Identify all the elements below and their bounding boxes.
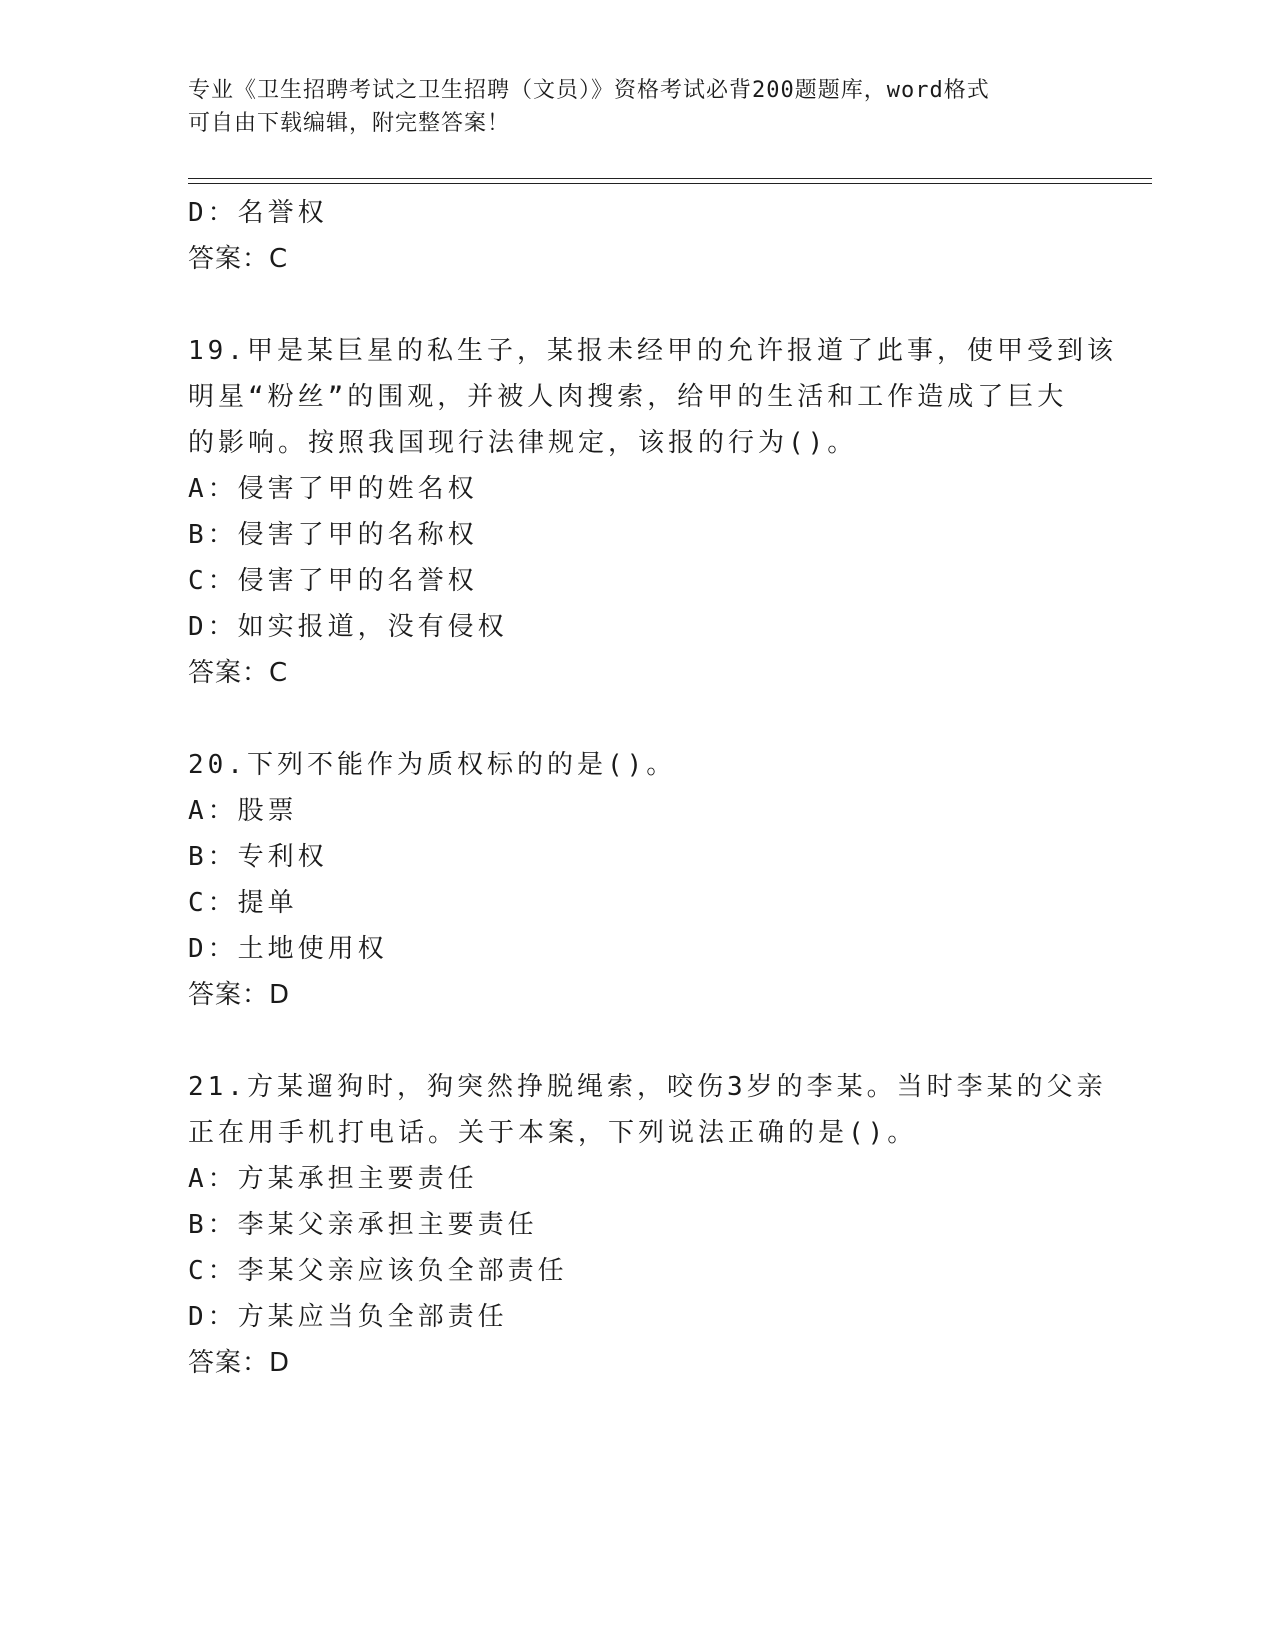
option-c: C：李某父亲应该负全部责任 (188, 1256, 568, 1286)
option-a: A：股票 (188, 796, 298, 826)
question-20 (188, 742, 1088, 1018)
option-a: A：方某承担主要责任 (188, 1164, 478, 1194)
header-divider-bottom (188, 183, 1152, 184)
question-stem-line: 的影响。按照我国现行法律规定，该报的行为()。 (188, 428, 858, 458)
option-d: D：方某应当负全部责任 (188, 1302, 508, 1332)
question-21 (188, 1064, 1107, 1386)
option-a: A：侵害了甲的姓名权 (188, 474, 478, 504)
answer-line: 答案：C (188, 658, 289, 688)
question-stem-line: 19.甲是某巨星的私生子，某报未经甲的允许报道了此事，使甲受到该 (188, 336, 1117, 366)
header-line-1: 专业《卫生招聘考试之卫生招聘（文员）》资格考试必背200题题库，word格式 (188, 78, 990, 103)
option-d: D：土地使用权 (188, 934, 388, 964)
document-header (188, 74, 1088, 140)
option-c: C：侵害了甲的名誉权 (188, 566, 478, 596)
option-d: D：如实报道，没有侵权 (188, 612, 508, 642)
option-b: B：侵害了甲的名称权 (188, 520, 478, 550)
question-19 (188, 328, 1117, 696)
carryover-question-tail (188, 190, 1088, 282)
answer-line: 答案：D (188, 980, 291, 1010)
question-stem-line: 正在用手机打电话。关于本案，下列说法正确的是()。 (188, 1118, 918, 1148)
question-content (188, 190, 1117, 1386)
option-d: D：名誉权 (188, 198, 328, 228)
option-b: B：李某父亲承担主要责任 (188, 1210, 538, 1240)
question-stem-line: 21.方某遛狗时，狗突然挣脱绳索，咬伤3岁的李某。当时李某的父亲 (188, 1072, 1107, 1102)
answer-line: 答案：C (188, 244, 289, 274)
question-stem-line: 明星“粉丝”的围观，并被人肉搜索，给甲的生活和工作造成了巨大 (188, 382, 1068, 412)
question-stem-line: 20.下列不能作为质权标的的是()。 (188, 750, 677, 780)
option-c: C：提单 (188, 888, 298, 918)
answer-line: 答案：D (188, 1348, 291, 1378)
header-line-2: 可自由下载编辑，附完整答案！ (188, 111, 511, 136)
option-b: B：专利权 (188, 842, 328, 872)
header-divider-top (188, 178, 1152, 179)
